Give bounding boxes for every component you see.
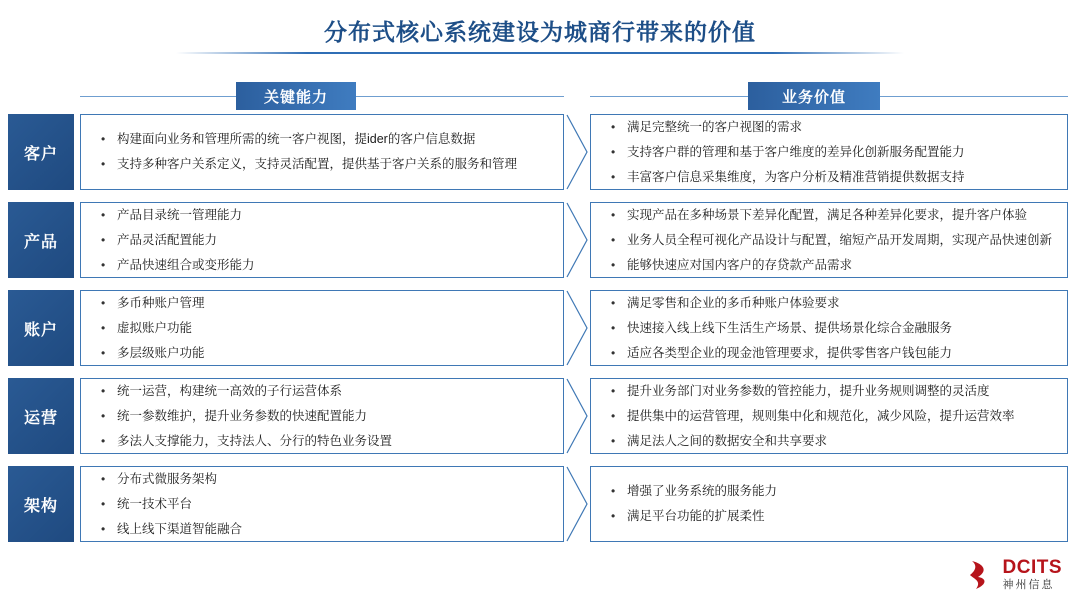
list-item: • 提升业务部门对业务参数的管控能力，提升业务规则调整的灵活度 [607, 384, 1053, 399]
list-item: • 能够快速应对国内客户的存贷款产品需求 [607, 258, 1053, 273]
list-item: • 统一技术平台 [97, 497, 549, 512]
list-item: • 快速接入线上线下生活生产场景、提供场景化综合金融服务 [607, 321, 1053, 336]
capabilities-list [97, 383, 549, 448]
list-item: • 统一参数维护，提升业务参数的快速配置能力 [97, 409, 549, 424]
capabilities-panel-customer [80, 114, 564, 190]
table-row [0, 290, 1080, 366]
list-item: • 虚拟账户功能 [97, 321, 549, 336]
values-panel-operations [590, 378, 1068, 454]
table-row [0, 378, 1080, 454]
values-panel-architecture [590, 466, 1068, 542]
capabilities-panel-product [80, 202, 564, 278]
capabilities-panel-architecture [80, 466, 564, 542]
header-rule-right-1 [590, 96, 748, 97]
list-item: • 线上线下渠道智能融合 [97, 522, 549, 537]
capabilities-panel-account [80, 290, 564, 366]
title-divider [176, 52, 904, 54]
list-item: • 业务人员全程可视化产品设计与配置，缩短产品开发周期，实现产品快速创新 [607, 233, 1053, 248]
row-label-architecture: 架构 [8, 466, 74, 542]
column-header-capabilities: 关键能力 [236, 82, 356, 110]
list-item: • 产品目录统一管理能力 [97, 208, 549, 223]
arrow-icon [566, 202, 590, 278]
arrow-icon [566, 466, 590, 542]
column-header-values: 业务价值 [748, 82, 880, 110]
list-item: • 支持多种客户关系定义，支持灵活配置，提供基于客户关系的服务和管理 [97, 157, 549, 172]
values-panel-account [590, 290, 1068, 366]
row-label-product: 产品 [8, 202, 74, 278]
list-item: • 分布式微服务架构 [97, 472, 549, 487]
values-list [607, 119, 1053, 184]
row-label-account: 账户 [8, 290, 74, 366]
header-rule-right-2 [880, 96, 1068, 97]
values-list [607, 476, 1053, 532]
table-row [0, 466, 1080, 542]
row-label-operations: 运营 [8, 378, 74, 454]
list-item: • 产品灵活配置能力 [97, 233, 549, 248]
list-item: • 满足完整统一的客户视图的需求 [607, 120, 1053, 135]
capabilities-list [97, 295, 549, 360]
dcits-logo-icon [966, 559, 996, 591]
logo-main-text: DCITS [1002, 557, 1062, 578]
values-panel-product [590, 202, 1068, 278]
values-list [607, 295, 1053, 360]
page-title-wrapper [0, 14, 1080, 53]
company-logo [966, 558, 1063, 591]
arrow-icon [566, 290, 590, 366]
capabilities-list [97, 471, 549, 536]
list-item: • 产品快速组合或变形能力 [97, 258, 549, 273]
capabilities-list [97, 207, 549, 272]
row-label-customer: 客户 [8, 114, 74, 190]
header-rule-left-1 [80, 96, 236, 97]
list-item: • 统一运营，构建统一高效的子行运营体系 [97, 384, 549, 399]
list-item: • 满足平台功能的扩展柔性 [607, 509, 1053, 524]
list-item: • 支持客户群的管理和基于客户维度的差异化创新服务配置能力 [607, 145, 1053, 160]
values-panel-customer [590, 114, 1068, 190]
logo-text [1003, 558, 1063, 591]
capabilities-panel-operations [80, 378, 564, 454]
page-title: 分布式核心系统建设为城商行带来的价值 [324, 19, 756, 45]
list-item: • 多法人支撑能力，支持法人、分行的特色业务设置 [97, 434, 549, 449]
list-item: • 多层级账户功能 [97, 346, 549, 361]
logo-sub-text: 神州信息 [1002, 579, 1055, 591]
header-rule-left-2 [356, 96, 564, 97]
list-item: • 满足法人之间的数据安全和共享要求 [607, 434, 1053, 449]
arrow-icon [566, 378, 590, 454]
table-row [0, 202, 1080, 278]
list-item: • 多币种账户管理 [97, 296, 549, 311]
list-item: • 丰富客户信息采集维度，为客户分析及精准营销提供数据支持 [607, 170, 1053, 185]
values-list [607, 383, 1053, 448]
capabilities-list [97, 124, 549, 180]
list-item: • 实现产品在多种场景下差异化配置，满足各种差异化要求，提升客户体验 [607, 208, 1053, 223]
values-list [607, 207, 1053, 272]
arrow-icon [566, 114, 590, 190]
table-row [0, 114, 1080, 190]
list-item: • 适应各类型企业的现金池管理要求，提供零售客户钱包能力 [607, 346, 1053, 361]
list-item: • 满足零售和企业的多币种账户体验要求 [607, 296, 1053, 311]
list-item: • 构建面向业务和管理所需的统一客户视图，提ider的客户信息数据 [97, 132, 549, 147]
list-item: • 提供集中的运营管理，规则集中化和规范化，减少风险，提升运营效率 [607, 409, 1053, 424]
list-item: • 增强了业务系统的服务能力 [607, 484, 1053, 499]
